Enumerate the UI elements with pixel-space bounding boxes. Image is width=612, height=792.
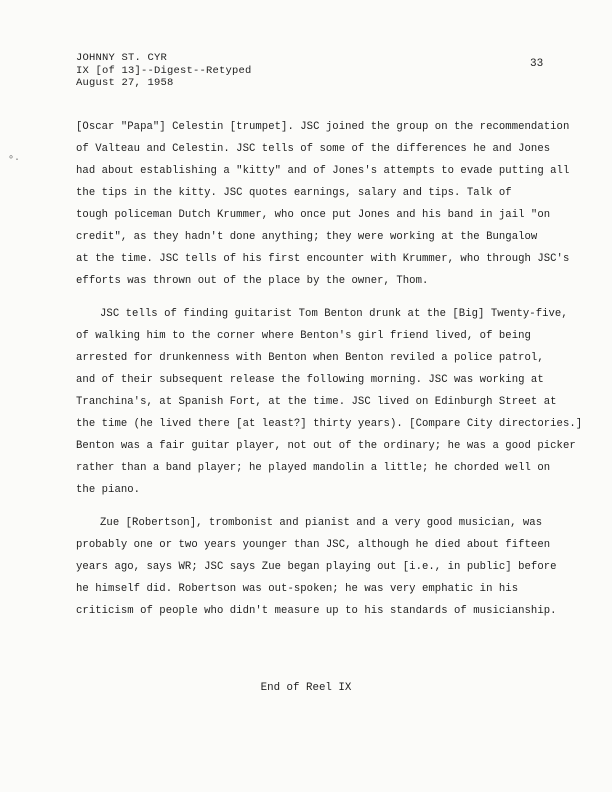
text-line: probably one or two years younger than JSC, although he died about fifteen xyxy=(76,539,551,551)
text-line: JSC tells of finding guitarist Tom Benton drunk at the [Big] Twenty-five, xyxy=(100,308,568,320)
text-line: the piano. xyxy=(76,484,141,496)
paragraph-gap xyxy=(76,292,576,303)
text-line: had about establishing a "kitty" and of Jones's attempts to evade putting all xyxy=(76,165,570,177)
header-date: August 27, 1958 xyxy=(76,77,174,89)
paragraph-1 xyxy=(76,116,576,292)
text-line: the time (he lived there [at least?] thirty years). [Compare City directories.] xyxy=(76,418,583,430)
header-subject-name: JOHNNY ST. CYR xyxy=(76,52,168,64)
body-text xyxy=(76,116,583,622)
text-line: years ago, says WR; JSC says Zue began playing out [i.e., in public] before xyxy=(76,561,557,573)
end-of-reel-note: End of Reel IX xyxy=(260,682,352,694)
text-line: Zue [Robertson], trombonist and pianist and a very good musician, was xyxy=(100,517,543,529)
page-number: 33 xyxy=(530,58,544,70)
text-line: credit", as they hadn't done anything; they were working at the Bungalow xyxy=(76,231,538,243)
paragraph-2 xyxy=(76,303,583,501)
text-line: criticism of people who didn't measure up to his standards of musicianship. xyxy=(76,605,557,617)
text-line: he himself did. Robertson was out-spoken; he was very emphatic in his xyxy=(76,583,519,595)
paragraph-gap xyxy=(76,501,576,512)
document-header xyxy=(76,52,252,90)
text-line: of walking him to the corner where Benton's girl friend lived, of being xyxy=(76,330,531,342)
text-line: rather than a band player; he played mandolin a little; he chorded well on xyxy=(76,462,551,474)
text-line: [Oscar "Papa"] Celestin [trumpet]. JSC joined the group on the recommendation xyxy=(76,121,570,133)
text-line: tough policeman Dutch Krummer, who once put Jones and his band in jail "on xyxy=(76,209,551,221)
text-line: efforts was thrown out of the place by the owner, Thom. xyxy=(76,275,429,287)
text-line: and of their subsequent release the following morning. JSC was working at xyxy=(76,374,544,386)
text-line: of Valteau and Celestin. JSC tells of some of the differences he and Jones xyxy=(76,143,551,155)
header-reel-info: IX [of 13]--Digest--Retyped xyxy=(76,64,252,77)
text-line: arrested for drunkenness with Benton when Benton reviled a police patrol, xyxy=(76,352,544,364)
text-line: at the time. JSC tells of his first encounter with Krummer, who through JSC's xyxy=(76,253,570,265)
stray-mark: ∘. xyxy=(8,153,21,164)
text-line: Benton was a fair guitar player, not out of the ordinary; he was a good picker xyxy=(76,440,576,452)
text-line: the tips in the kitty. JSC quotes earnings, salary and tips. Talk of xyxy=(76,187,512,199)
paragraph-3 xyxy=(76,512,576,622)
text-line: Tranchina's, at Spanish Fort, at the time. JSC lived on Edinburgh Street at xyxy=(76,396,557,408)
